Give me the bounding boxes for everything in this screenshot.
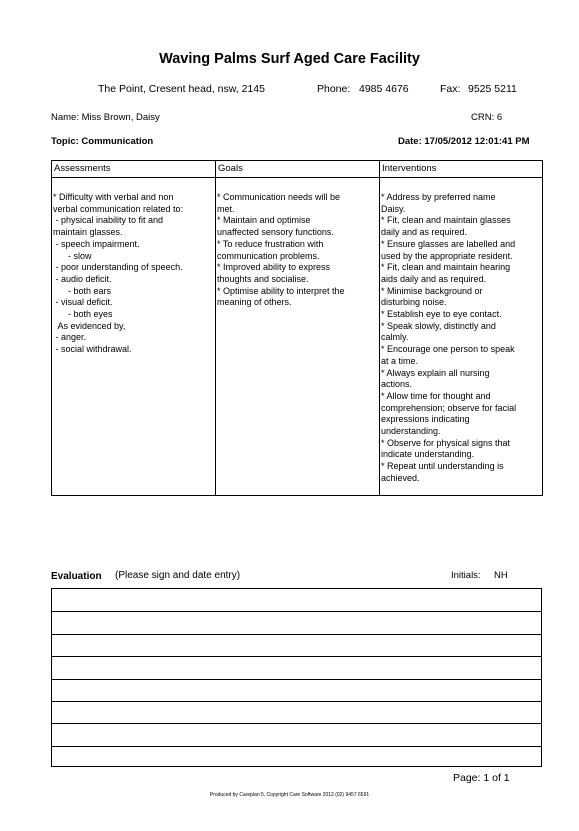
column-divider (379, 161, 380, 495)
assessment-line: As evidenced by, (53, 320, 126, 331)
intervention-line: * Fit, clean and maintain hearing (381, 262, 511, 273)
topic: Topic: Communication (51, 136, 154, 147)
intervention-line: aids daily and as required. (381, 273, 487, 284)
assessment-line: - poor understanding of speech. (53, 262, 183, 273)
evaluation-table (51, 588, 542, 767)
intervention-line: * Fit, clean and maintain glasses (381, 215, 511, 226)
intervention-line: * Encourage one person to speak (381, 344, 515, 355)
intervention-line: achieved. (381, 472, 420, 483)
intervention-line: used by the appropriate resident. (381, 250, 513, 261)
intervention-line: calmly. (381, 332, 409, 343)
assessment-line: maintain glasses. (53, 227, 123, 238)
header-assessments: Assessments (54, 163, 111, 174)
evaluation-row-line (52, 656, 541, 657)
assessment-line: - audio deficit. (53, 273, 112, 284)
intervention-line: * Speak slowly, distinctly and (381, 320, 496, 331)
intervention-line: at a time. (381, 355, 419, 366)
phone-number: 4985 4676 (359, 83, 409, 95)
intervention-line: * Repeat until understanding is (381, 461, 504, 472)
goal-line: * Improved ability to express (217, 262, 331, 273)
assessment-line: - anger. (53, 332, 87, 343)
table-header-divider (52, 177, 542, 178)
phone-label: Phone: (317, 83, 351, 95)
intervention-line: expressions indicating (381, 414, 470, 425)
goal-line: * Communication needs will be (217, 192, 341, 202)
assessment-line: - both eyes (53, 309, 113, 320)
intervention-line: * Address by preferred name (381, 192, 496, 202)
evaluation-row-line (52, 746, 541, 747)
goal-line: meaning of others. (217, 297, 292, 308)
goal-line: communication problems. (217, 250, 320, 261)
column-divider (215, 161, 216, 495)
assessment-line: verbal communication related to: (53, 203, 184, 214)
intervention-line: * Allow time for thought and (381, 390, 491, 401)
intervention-line: daily and as required. (381, 227, 468, 238)
initials-label: Initials: (451, 570, 481, 581)
initials-value: NH (494, 570, 508, 581)
crn: CRN: 6 (471, 112, 503, 123)
assessment-line: - slow (53, 250, 92, 261)
header-interventions: Interventions (382, 163, 437, 174)
intervention-line: Daisy. (381, 203, 406, 214)
intervention-line: comprehension; observe for facial (381, 402, 517, 413)
evaluation-row-line (52, 701, 541, 702)
facility-address: The Point, Cresent head, nsw, 2145 (98, 83, 265, 95)
assessments-cell (53, 192, 183, 356)
assessment-line: * Difficulty with verbal and non (53, 192, 174, 202)
patient-name: Name: Miss Brown, Daisy (51, 112, 160, 123)
header-goals: Goals (218, 163, 243, 174)
evaluation-row-line (52, 611, 541, 612)
evaluation-row-line (52, 679, 541, 680)
assessment-line: - both ears (53, 285, 112, 296)
assessment-line: - social withdrawal. (53, 344, 132, 355)
evaluation-label: Evaluation (51, 571, 102, 582)
footer-copyright: Produced by Careplan 5, Copyright Care Software 2012 (02) 9457 6591 (209, 792, 370, 798)
goals-cell (217, 192, 345, 309)
intervention-line: understanding. (381, 426, 441, 437)
goal-line: met. (217, 203, 235, 214)
intervention-line: * Minimise background or (381, 285, 483, 296)
care-plan-table (51, 160, 543, 496)
goal-line: * Optimise ability to interpret the (217, 285, 345, 296)
facility-title: Waving Palms Surf Aged Care Facility (159, 51, 420, 67)
assessment-line: - visual deficit. (53, 297, 113, 308)
intervention-line: * Observe for physical signs that (381, 437, 511, 448)
intervention-line: * Establish eye to eye contact. (381, 309, 502, 320)
intervention-line: * Ensure glasses are labelled and (381, 238, 516, 249)
assessment-line: - speech impairment. (53, 238, 140, 249)
evaluation-note: (Please sign and date entry) (115, 570, 241, 581)
intervention-line: indicate understanding. (381, 449, 475, 460)
goal-line: thoughts and socialise. (217, 273, 309, 284)
goal-line: unaffected sensory functions. (217, 227, 334, 238)
evaluation-row-line (52, 723, 541, 724)
fax-label: Fax: (440, 83, 461, 95)
fax-number: 9525 5211 (468, 83, 517, 95)
date: Date: 17/05/2012 12:01:41 PM (398, 136, 530, 147)
page-number: Page: 1 of 1 (453, 772, 510, 784)
interventions-cell (381, 192, 516, 485)
intervention-line: disturbing noise. (381, 297, 447, 308)
goal-line: * To reduce frustration with (217, 238, 324, 249)
assessment-line: - physical inability to fit and (53, 215, 164, 226)
intervention-line: * Always explain all nursing (381, 367, 490, 378)
intervention-line: actions. (381, 379, 413, 390)
evaluation-row-line (52, 634, 541, 635)
goal-line: * Maintain and optimise (217, 215, 311, 226)
